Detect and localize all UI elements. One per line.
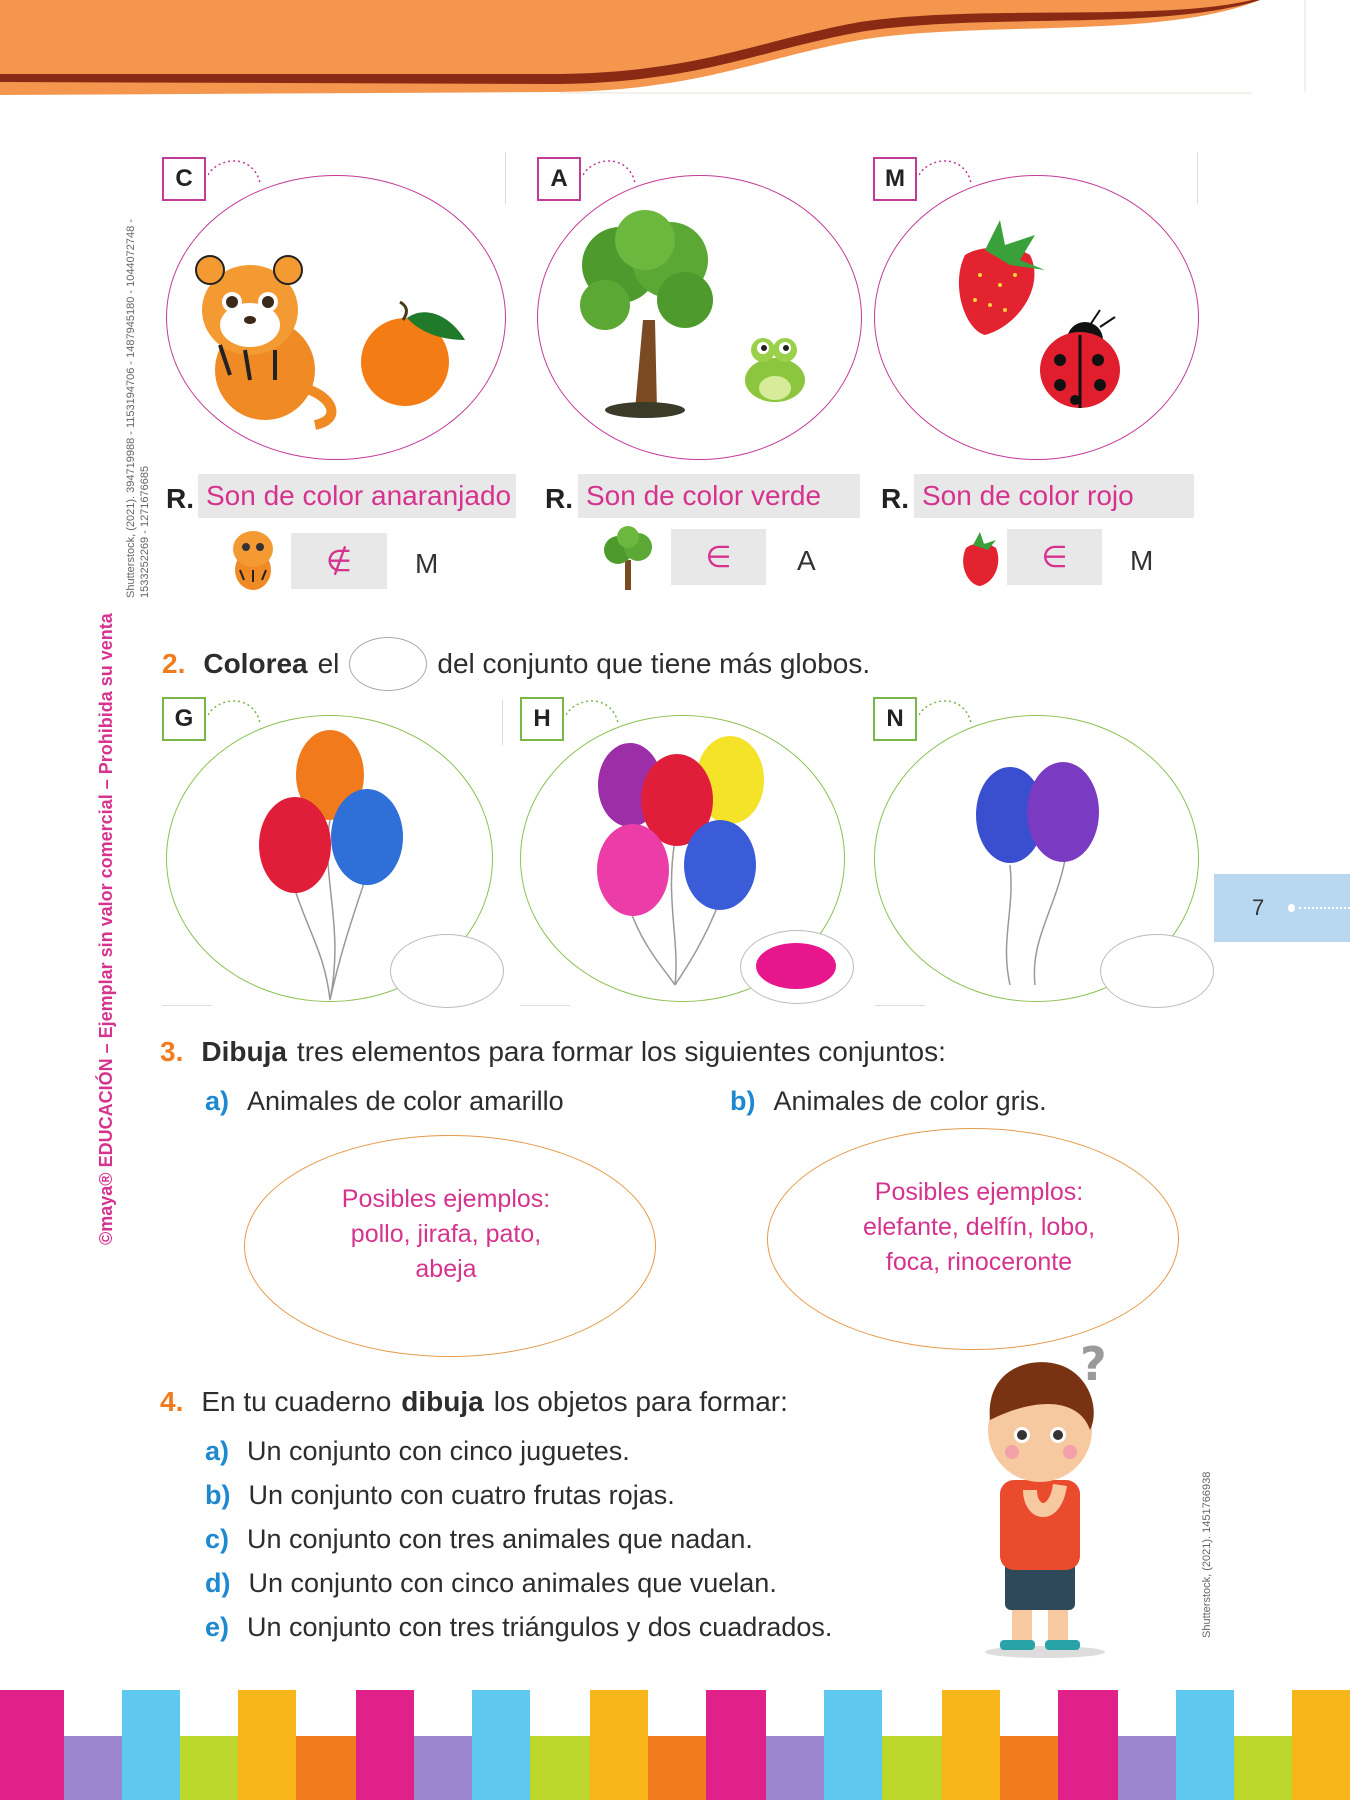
question-verb: Dibuja xyxy=(201,1036,287,1067)
item-letter: a) xyxy=(205,1436,230,1466)
set-reference-c: M xyxy=(415,548,439,579)
set-reference-a: A xyxy=(797,545,816,576)
ladybug-image xyxy=(1030,305,1140,415)
item-letter: e) xyxy=(205,1612,230,1642)
answer-line: pollo, jirafa, pato, xyxy=(350,1220,542,1248)
item-text: Un conjunto con cuatro frutas rojas. xyxy=(248,1480,675,1510)
oval-fill xyxy=(756,943,836,989)
set-g-label: G xyxy=(162,697,206,741)
question-number: 3. xyxy=(160,1036,184,1067)
strawberry-small-icon xyxy=(958,530,1003,590)
item-text: Animales de color amarillo xyxy=(247,1086,564,1116)
list-item xyxy=(205,1436,832,1480)
header-wave xyxy=(0,0,1350,100)
item-letter: d) xyxy=(205,1568,231,1598)
tree-image xyxy=(565,210,725,420)
relation-symbol-m: ∈ xyxy=(1007,529,1102,585)
image-credit-left-2: 1533252269 - 1271676685 xyxy=(139,465,151,598)
q3-a-answer-text xyxy=(244,1182,648,1287)
list-item xyxy=(205,1612,832,1656)
relation-symbol-a: ∈ xyxy=(671,529,766,585)
q4-list xyxy=(205,1436,832,1656)
item-letter: b) xyxy=(205,1480,231,1510)
question-3 xyxy=(160,1036,946,1068)
item-text: Un conjunto con cinco animales que vuelan. xyxy=(248,1568,777,1598)
question-text: los objetos para formar: xyxy=(493,1386,788,1417)
list-item xyxy=(205,1524,832,1568)
answer-a-field: Son de color verde xyxy=(578,474,860,518)
item-text: Un conjunto con tres animales que nadan. xyxy=(247,1524,753,1554)
item-letter: b) xyxy=(730,1086,756,1116)
question-number: 2. xyxy=(162,648,186,679)
dotted-connector xyxy=(919,695,979,725)
question-text: En tu cuaderno xyxy=(201,1386,392,1417)
image-credit-left: Shutterstock, (2021). 394719988 - 1153194706 - 1487945180 - 1044072748 - xyxy=(125,219,137,598)
item-text: Un conjunto con tres triángulos y dos cuadrados. xyxy=(247,1612,833,1642)
q3-item-b xyxy=(730,1086,1047,1117)
answer-line: abeja xyxy=(415,1255,477,1283)
footer-stripes xyxy=(0,1690,1350,1800)
dotted-connector xyxy=(566,695,626,725)
balloons-n-image xyxy=(970,760,1110,990)
dotted-connector xyxy=(583,155,643,185)
set-h-label: H xyxy=(520,697,564,741)
item-text: Animales de color gris. xyxy=(773,1086,1047,1116)
thinking-boy-image xyxy=(960,1340,1130,1660)
question-4 xyxy=(160,1386,788,1418)
item-text: Un conjunto con cinco juguetes. xyxy=(247,1436,630,1466)
answer-m-field: Son de color rojo xyxy=(914,474,1194,518)
answer-r-label: R. xyxy=(545,483,573,514)
image-credit-right: Shutterstock, (2021). 1451766938 xyxy=(1201,1471,1213,1638)
answer-line: elefante, delfín, lobo, xyxy=(862,1213,1096,1241)
answer-c-field: Son de color anaranjado xyxy=(198,474,516,518)
tree-small-icon xyxy=(598,525,658,595)
tab-dot xyxy=(1288,904,1295,912)
set-c-label: C xyxy=(162,157,206,201)
question-number: 4. xyxy=(160,1386,184,1417)
answer-r-label: R. xyxy=(166,483,194,514)
oval-h-colored[interactable] xyxy=(740,930,854,1004)
page-number: 7 xyxy=(1252,895,1265,920)
oval-n-unfilled[interactable] xyxy=(1100,934,1214,1008)
divider xyxy=(505,152,506,204)
tab-dotted-line xyxy=(1299,907,1350,909)
item-letter: c) xyxy=(205,1524,230,1554)
dotted-connector xyxy=(919,155,979,185)
item-letter: a) xyxy=(205,1086,230,1116)
question-text: tres elementos para formar los siguientes conjuntos: xyxy=(296,1036,946,1067)
q3-b-answer-text xyxy=(775,1175,1183,1280)
oval-g-unfilled[interactable] xyxy=(390,934,504,1008)
set-n-label: N xyxy=(873,697,917,741)
answer-line: Posibles ejemplos: xyxy=(341,1185,551,1213)
divider xyxy=(162,1005,212,1006)
side-copyright-text: ©maya® EDUCACIÓN – Ejemplar sin valor comercial – Prohibida su venta xyxy=(96,613,116,1245)
page-number-tab xyxy=(1214,874,1350,942)
dotted-connector xyxy=(208,695,268,725)
question-2 xyxy=(162,637,870,691)
divider xyxy=(1197,152,1198,204)
frog-image xyxy=(735,330,815,410)
question-verb: Colorea xyxy=(203,648,308,679)
list-item xyxy=(205,1480,832,1524)
tiger-small-icon xyxy=(222,525,284,595)
relation-symbol-c: ∉ xyxy=(291,533,387,589)
tiger-image xyxy=(190,250,340,430)
answer-line: foca, rinoceronte xyxy=(885,1248,1073,1276)
list-item xyxy=(205,1568,832,1612)
divider xyxy=(502,700,503,745)
dotted-connector xyxy=(208,155,268,185)
svg-text:?: ? xyxy=(1080,1340,1107,1391)
q3-item-a xyxy=(205,1086,564,1117)
set-a-label: A xyxy=(537,157,581,201)
set-reference-m: M xyxy=(1130,545,1154,576)
oval-symbol xyxy=(349,637,427,691)
orange-fruit-image xyxy=(355,300,475,410)
question-text: del conjunto que tiene más globos. xyxy=(437,648,871,679)
answer-line: Posibles ejemplos: xyxy=(874,1178,1084,1206)
question-text: el xyxy=(317,648,340,679)
question-verb: dibuja xyxy=(401,1386,484,1417)
answer-r-label: R. xyxy=(881,483,909,514)
divider xyxy=(520,1005,570,1006)
divider xyxy=(875,1005,925,1006)
set-m-label: M xyxy=(873,157,917,201)
